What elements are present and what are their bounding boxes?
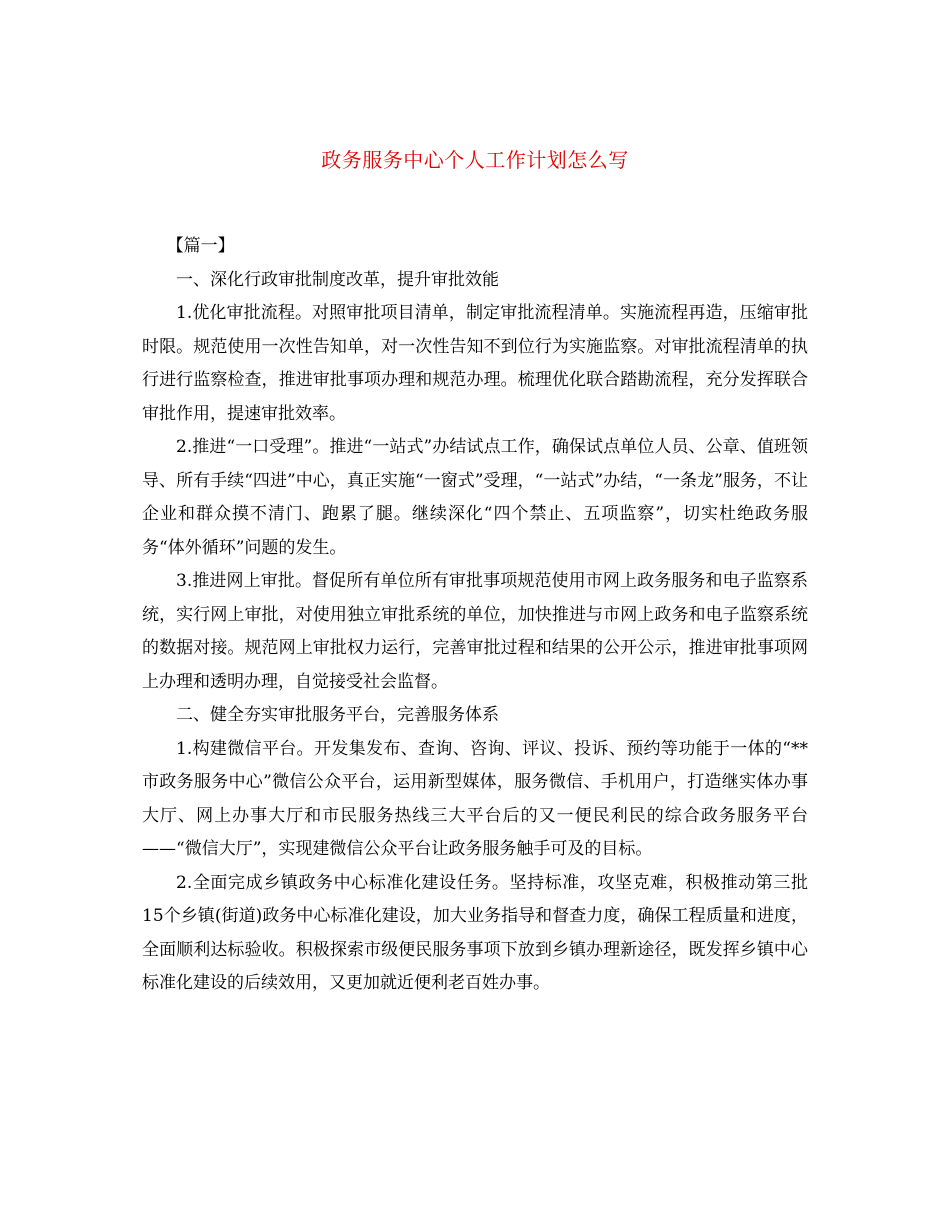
document-body: [142, 230, 808, 1001]
body-paragraph: 2.推进“一口受理”。推进“一站式”办结试点工作，确保试点单位人员、公章、值班领导、所有手续“四进”中心，真正实施“一窗式”受理，“一站式”办结，“一条龙”服务，不让企业和群众摸不清门、跑累了腿。继续深化“四个禁止、五项监察”，切实杜绝政务服务“体外循环”问题的发生。: [142, 437, 808, 558]
body-paragraph: 2.全面完成乡镇政务中心标准化建设任务。坚持标准，攻坚克难，积极推动第三批15个乡镇(街道)政务中心标准化建设，加大业务指导和督查力度，确保工程质量和进度，全面顺利达标验收。积极探索市级便民服务事项下放到乡镇办理新途径，既发挥乡镇中心标准化建设的后续效用，又更加就近便利老百姓办事。: [142, 872, 808, 993]
section-heading: 二、健全夯实审批服务平台，完善服务体系: [176, 705, 499, 725]
document-title: 政务服务中心个人工作计划怎么写: [321, 148, 629, 172]
body-paragraph: 3.推进网上审批。督促所有单位所有审批事项规范使用市网上政务服务和电子监察系统，实行网上审批，对使用独立审批系统的单位，加快推进与市网上政务和电子监察系统的数据对接。规范网上审批权力运行，完善审批过程和结果的公开公示，推进审批事项网上办理和透明办理，自觉接受社会监督。: [142, 571, 808, 692]
body-paragraph: 1.构建微信平台。开发集发布、查询、咨询、评议、投诉、预约等功能于一体的“**市政务服务中心”微信公众平台，运用新型媒体，服务微信、手机用户，打造继实体办事大厅、网上办事大厅和市民服务热线三大平台后的又一便民利民的综合政务服务平台——“微信大厅”，实现建微信公众平台让政务服务触手可及的目标。: [142, 738, 808, 859]
section-label: 【篇一】: [166, 236, 235, 256]
section-heading: 一、深化行政审批制度改革，提升审批效能: [176, 269, 499, 290]
body-paragraph: 1.优化审批流程。对照审批项目清单，制定审批流程清单。实施流程再造，压缩审批时限。规范使用一次性告知单，对一次性告知不到位行为实施监察。对审批流程清单的执行进行监察检查，推进审批事项办理和规范办理。梳理优化联合踏勘流程，充分发挥联合审批作用，提速审批效率。: [142, 303, 808, 424]
